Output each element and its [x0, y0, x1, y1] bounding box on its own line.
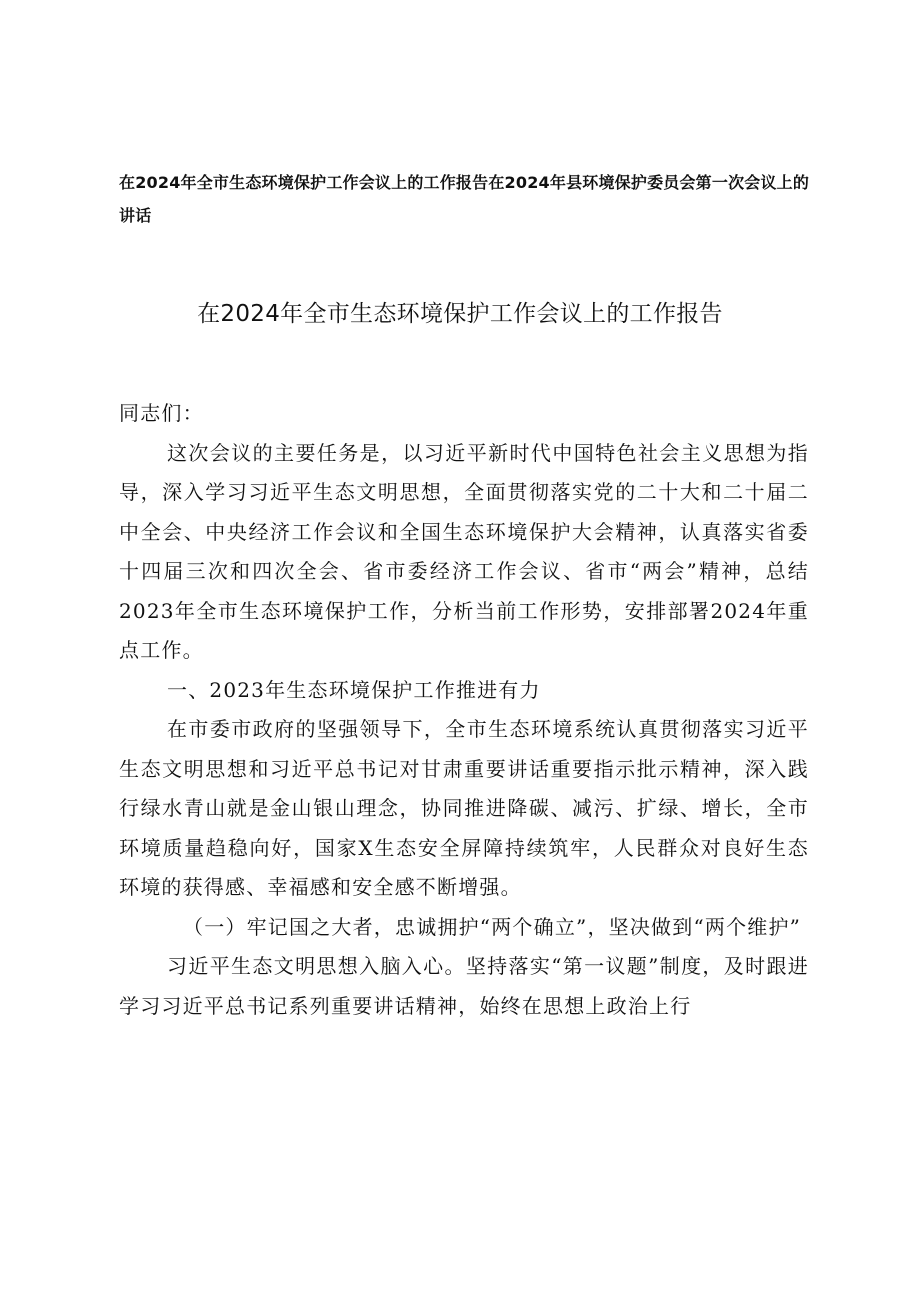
document-header: 在2024年全市生态环境保护工作会议上的工作报告在2024年县环境保护委员会第一次会议上的讲话 [119, 173, 810, 225]
salutation: 同志们： [119, 401, 204, 425]
subsection-heading-1: （一）牢记国之大者，忠诚拥护“两个确立”，坚决做到“两个维护” [183, 914, 802, 939]
document-body [119, 394, 809, 1026]
section-heading-1: 一、2023年生态环境保护工作推进有力 [167, 677, 541, 702]
document-title: 在2024年全市生态环境保护工作会议上的工作报告 [197, 301, 723, 327]
paragraph-subsection-1: 习近平生态文明思想入脑入心。坚持落实“第一议题”制度，及时跟进学习习近平总书记系列重要讲话精神，始终在思想上政治上行 [119, 954, 809, 1018]
paragraph-intro: 这次会议的主要任务是，以习近平新时代中国特色社会主义思想为指导，深入学习习近平生态文明思想，全面贯彻落实党的二十大和二十届二中全会、中央经济工作会议和全国生态环境保护大会精神，认真落实省委十四届三次和四次全会、省市委经济工作会议、省市“两会”精神，总结2023年全市生态环境保护工作，分析当前工作形势，安排部署2024年重点工作。 [119, 440, 809, 662]
paragraph-section-1: 在市委市政府的坚强领导下，全市生态环境系统认真贯彻落实习近平生态文明思想和习近平总书记对甘肃重要讲话重要指示批示精神，深入践行绿水青山就是金山银山理念，协同推进降碳、减污、扩绿、增长，全市环境质量趋稳向好，国家X生态安全屏障持续筑牢，人民群众对良好生态环境的获得感、幸福感和安全感不断增强。 [119, 717, 809, 899]
